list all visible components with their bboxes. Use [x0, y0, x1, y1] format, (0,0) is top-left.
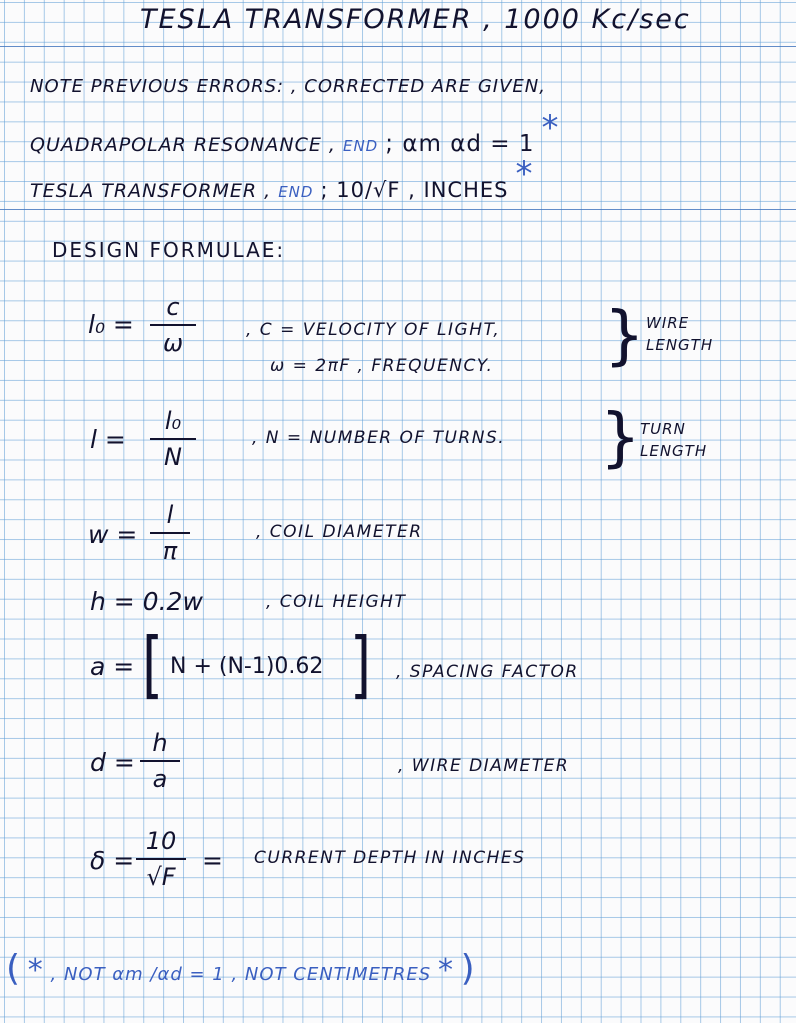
denominator: ω: [162, 329, 184, 357]
note-quadrapolar-label: QUADRAPOLAR RESONANCE ,: [30, 134, 336, 156]
open-paren: (: [6, 948, 22, 989]
formula-description: , WIRE DIAMETER: [398, 756, 570, 776]
divider-top: [0, 46, 796, 47]
close-paren: ): [460, 948, 476, 989]
denominator: N: [164, 443, 182, 471]
formula-lhs: w =: [88, 520, 138, 549]
formula-lhs: l =: [90, 425, 126, 454]
fraction: [136, 826, 186, 892]
formula-description-2: ω = 2πF , FREQUENCY.: [270, 356, 494, 376]
page-title: TESLA TRANSFORMER , 1000 Kc/sec: [140, 4, 691, 35]
numerator: l₀: [164, 407, 182, 435]
formula-lhs: d =: [90, 748, 135, 777]
footer-note: [6, 948, 476, 989]
note-end-label: END: [342, 137, 379, 155]
side-label: TURN LENGTH: [640, 420, 708, 460]
asterisk-icon: *: [515, 154, 534, 194]
fraction-bar: [136, 858, 186, 860]
asterisk-icon: *: [541, 108, 560, 148]
side-label: WIRE LENGTH: [646, 314, 714, 354]
bracket-expression: N + (N-1)0.62: [170, 654, 324, 679]
note-line-2: [30, 108, 560, 160]
formula-description: , N = NUMBER OF TURNS.: [252, 428, 506, 448]
footer-text: , NOT αm /αd = 1 , NOT CENTIMETRES: [50, 964, 432, 985]
formula-lhs: l₀ =: [88, 310, 134, 339]
fraction: [150, 406, 196, 472]
denominator: a: [152, 765, 168, 793]
numerator: l: [166, 501, 174, 529]
fraction: [140, 728, 180, 794]
fraction: [150, 292, 196, 358]
brace-icon: }: [604, 299, 645, 373]
note-quadrapolar-value: ; αm αd = 1: [385, 131, 535, 157]
denominator: √F: [146, 863, 176, 891]
formula-description: , C = VELOCITY OF LIGHT,: [246, 320, 501, 340]
right-bracket-icon: ]: [350, 621, 372, 707]
note-tesla-value: ; 10/√F , INCHES: [320, 178, 509, 202]
section-heading: DESIGN FORMULAE:: [52, 238, 286, 262]
note-line-1: NOTE PREVIOUS ERRORS: , CORRECTED ARE GIVEN,: [30, 76, 546, 97]
left-bracket-icon: [: [142, 621, 164, 707]
fraction: [150, 500, 190, 566]
formula-description: , SPACING FACTOR: [396, 662, 579, 682]
brace-icon: }: [600, 401, 641, 475]
numerator: h: [152, 729, 168, 757]
numerator: 10: [145, 827, 177, 855]
formula-lhs: h = 0.2w: [90, 587, 203, 616]
formula-description: , COIL DIAMETER: [256, 522, 423, 542]
note-end-label-2: END: [278, 183, 314, 201]
fraction-bar: [150, 532, 190, 534]
formula-lhs: δ =: [90, 846, 135, 875]
asterisk-icon: *: [437, 953, 454, 988]
fraction-bar: [150, 438, 196, 440]
asterisk-icon: *: [27, 953, 44, 988]
formula-lhs: a =: [90, 652, 135, 681]
fraction-bar: [150, 324, 196, 326]
denominator: π: [162, 537, 178, 565]
note-line-3: [30, 154, 534, 206]
numerator: c: [166, 293, 180, 321]
divider-bottom: [0, 209, 796, 210]
formula-description: , COIL HEIGHT: [266, 592, 407, 612]
note-tesla-label: TESLA TRANSFORMER ,: [30, 180, 272, 202]
formula-description: CURRENT DEPTH IN INCHES: [254, 848, 526, 868]
equals-sign: =: [202, 846, 223, 875]
fraction-bar: [140, 760, 180, 762]
